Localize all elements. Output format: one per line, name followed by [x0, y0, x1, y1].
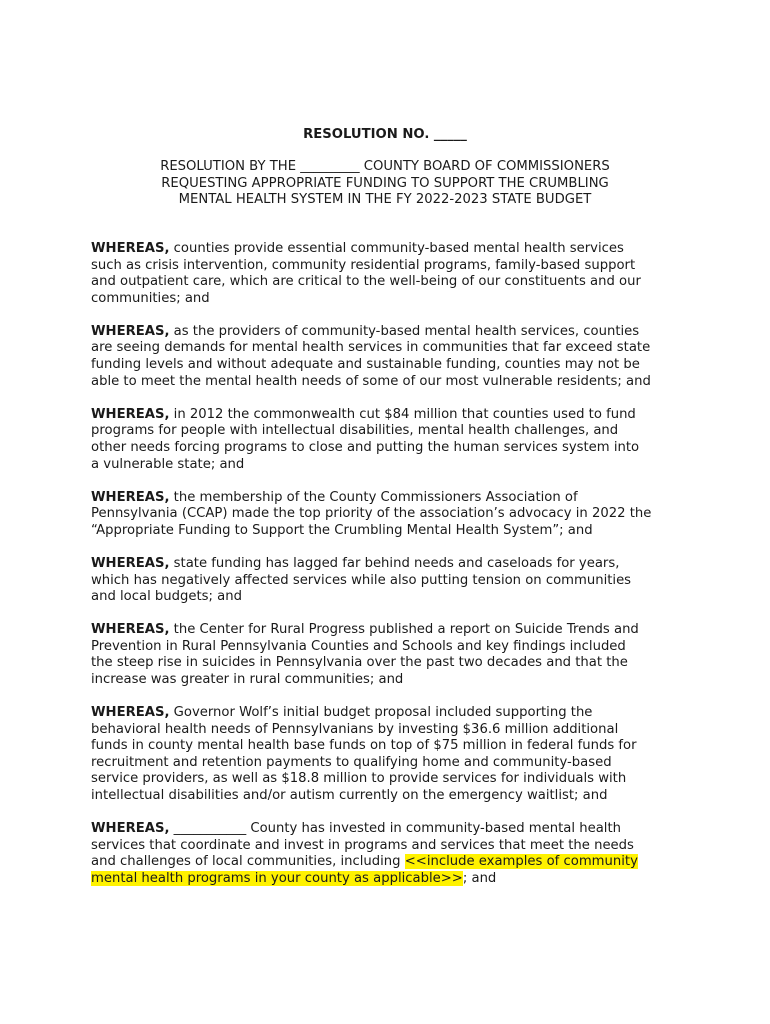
paragraph-text: the membership of the County Commissioners Association of Pennsylvania (CCAP) made the top priority of the association’s advocacy in 2022 the “Appropriate Funding to Support the Crumbling Mental Health System”; and: [91, 489, 652, 538]
whereas-paragraph-6: [91, 622, 686, 688]
resolution-body: [91, 241, 686, 904]
whereas-lead: WHEREAS,: [91, 323, 170, 339]
whereas-paragraph-4: [91, 490, 686, 540]
resolution-subtitle: RESOLUTION BY THE _________ COUNTY BOARD OF COMMISSIONERS REQUESTING APPROPRIATE FUNDING TO SUPPORT THE CRUMBLING MENTAL HEALTH SYSTEM IN THE FY 2022-2023 STATE BUDGET: [160, 159, 610, 208]
paragraph-text: counties provide essential community-based mental health services such as crisis intervention, community residential programs, family-based support and outpatient care, which are critical to the well-being of our constituents and our communities; and: [91, 241, 641, 306]
paragraph-text: Governor Wolf’s initial budget proposal included supporting the behavioral health needs of Pennsylvanians by investing $36.6 million additional funds in county mental health base funds on top of $75 million in federal funds for recruitment and retention payments to qualifying home and community-based service providers, as well as $18.8 million to provide services for individuals with intellectual disabilities and/or autism currently on the emergency waitlist; and: [91, 705, 637, 804]
highlighted-placeholder: <<include examples of community mental health programs in your county as applicable>>: [91, 854, 638, 886]
whereas-lead: WHEREAS,: [91, 622, 170, 638]
whereas-paragraph-2: [91, 324, 686, 390]
whereas-paragraph-5: [91, 556, 686, 606]
whereas-lead: WHEREAS,: [91, 489, 170, 505]
paragraph-text: in 2012 the commonwealth cut $84 million that counties used to fund programs for people with intellectual disabilities, mental health challenges, and other needs forcing programs to close and putting the human services system into a vulnerable state; and: [91, 406, 640, 472]
whereas-lead: WHEREAS,: [91, 241, 170, 256]
paragraph-text: the Center for Rural Progress published a report on Suicide Trends and Prevention in Rural Pennsylvania Counties and Schools and key findings included the steep rise in suicides in Pennsylvania over the past two decades and that the increase was greater in rural communities; and: [91, 622, 639, 687]
paragraph-text-end: ; and: [462, 870, 497, 886]
whereas-lead: WHEREAS,: [91, 406, 170, 422]
whereas-paragraph-1: [91, 241, 686, 307]
resolution-title: RESOLUTION NO. _____: [303, 127, 467, 142]
paragraph-text: state funding has lagged far behind needs and caseloads for years, which has negatively affected services while also putting tension on communities and local budgets; and: [91, 555, 632, 605]
whereas-lead: WHEREAS,: [91, 705, 170, 721]
paragraph-text: ___________ County has invested in community-based mental health services that coordinate and invest in programs and services that meet the needs and challenges of local communities, including: [91, 821, 634, 870]
whereas-paragraph-3: [91, 407, 686, 473]
whereas-lead: WHEREAS,: [91, 555, 170, 571]
whereas-paragraph-7: [91, 705, 686, 805]
whereas-paragraph-8: [91, 821, 686, 887]
whereas-lead: WHEREAS,: [91, 821, 170, 837]
paragraph-text: as the providers of community-based mental health services, counties are seeing demands for mental health services in communities that far exceed state funding levels and without adequate and sustainable funding, counties may not be able to meet the mental health needs of some of our most vulnerable residents; and: [91, 323, 651, 389]
